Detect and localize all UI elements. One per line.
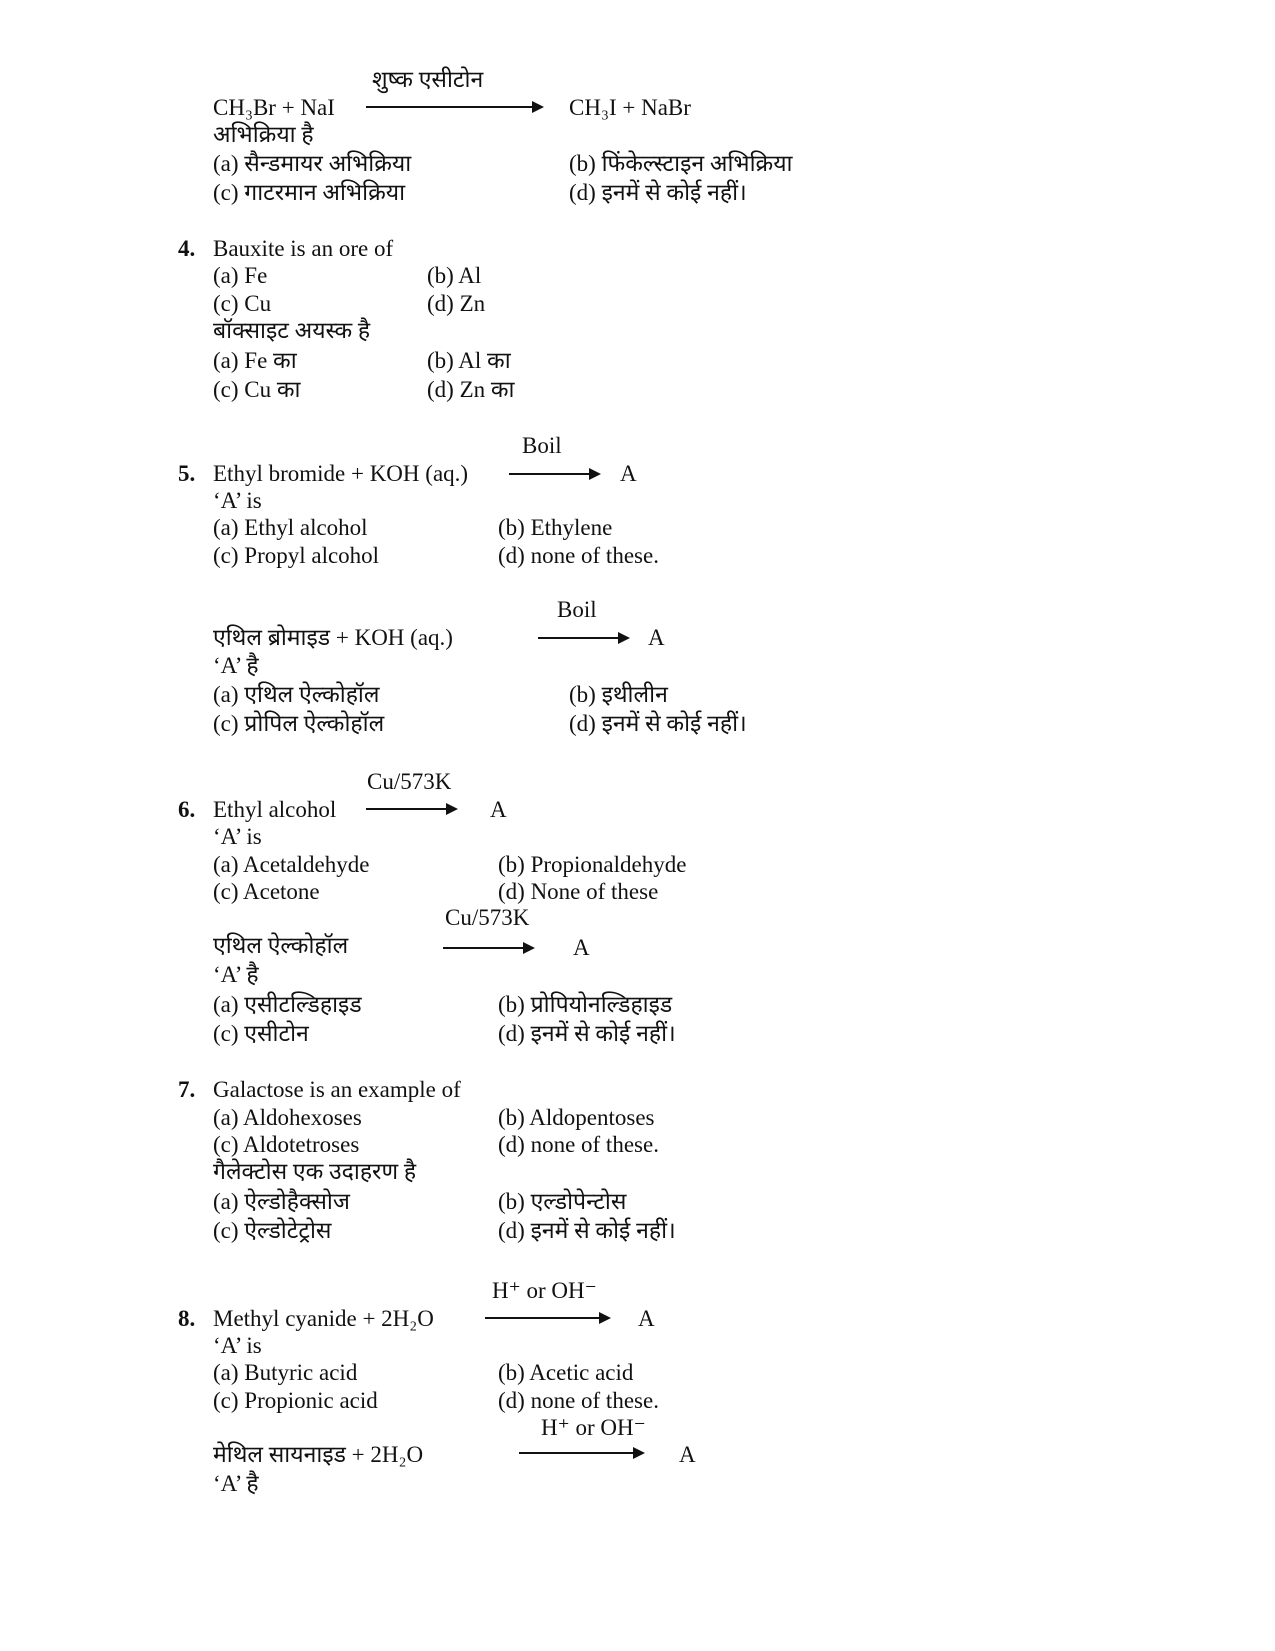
question-stem: Bauxite is an ore of [213, 236, 394, 261]
reaction-condition: शुष्क एसीटोन [372, 67, 484, 92]
option-c-hindi: (c) गाटरमान अभिक्रिया [213, 180, 406, 205]
product-hindi: A [679, 1442, 696, 1467]
question-number: 6. [178, 797, 196, 822]
question-stem-hindi: ‘A’ है [213, 962, 259, 987]
option-c-hindi: (c) एसीटोन [213, 1021, 309, 1046]
question-stem-hindi: ‘A’ है [213, 1471, 259, 1496]
reaction-condition: Boil [522, 433, 562, 458]
option-b: (b) Propionaldehyde [498, 852, 687, 877]
question-stem: ‘A’ is [213, 488, 262, 513]
option-a: (a) Acetaldehyde [213, 852, 370, 877]
option-d: (d) none of these. [498, 1132, 659, 1157]
reaction-arrow [443, 947, 533, 949]
option-d: (d) none of these. [498, 1388, 659, 1413]
option-c-hindi: (c) Cu का [213, 377, 301, 402]
reaction-condition: H⁺ or OH⁻ [492, 1278, 597, 1303]
option-d-hindi: (d) इनमें से कोई नहीं। [569, 180, 747, 205]
reactants-hindi: एथिल ऐल्कोहॉल [213, 933, 349, 958]
question-number: 5. [178, 461, 196, 486]
question-stem: ‘A’ is [213, 824, 262, 849]
reaction-arrow [519, 1452, 643, 1454]
option-b: (b) Aldopentoses [498, 1105, 655, 1130]
reactants-hindi: मेथिल सायनाइड + 2H₂O [213, 1442, 424, 1467]
question-number: 4. [178, 236, 196, 261]
option-b-hindi: (b) Al का [427, 348, 511, 373]
option-d-hindi: (d) इनमें से कोई नहीं। [498, 1218, 676, 1243]
option-c-hindi: (c) ऐल्डोटेट्रोस [213, 1218, 332, 1243]
product-hindi: A [573, 935, 590, 960]
option-a: (a) Butyric acid [213, 1360, 358, 1385]
reaction-condition-hindi: Cu/573K [445, 905, 530, 930]
products: CH₃I + NaBr [569, 95, 691, 120]
question-number: 7. [178, 1077, 196, 1102]
option-c: (c) Propyl alcohol [213, 543, 380, 568]
product-hindi: A [648, 625, 665, 650]
reaction-condition: Cu/573K [367, 769, 452, 794]
option-c: (c) Cu [213, 291, 272, 316]
option-c: (c) Propionic acid [213, 1388, 378, 1413]
option-a-hindi: (a) ऐल्डोहैक्सोज [213, 1189, 350, 1214]
option-a: (a) Fe [213, 263, 268, 288]
option-a: (a) Aldohexoses [213, 1105, 362, 1130]
reaction-arrow [366, 808, 456, 810]
product: A [638, 1306, 655, 1331]
option-c-hindi: (c) प्रोपिल ऐल्कोहॉल [213, 711, 385, 736]
question-stem: Galactose is an example of [213, 1077, 461, 1102]
option-b-hindi: (b) प्रोपियोनल्डिहाइड [498, 992, 673, 1017]
option-b-hindi: (b) एल्डोपेन्टोस [498, 1189, 627, 1214]
product: A [620, 461, 637, 486]
reactants: Methyl cyanide + 2H₂O [213, 1306, 434, 1331]
product: A [490, 797, 507, 822]
option-a-hindi: (a) एथिल ऐल्कोहॉल [213, 682, 380, 707]
option-a-hindi: (a) एसीटल्डिहाइड [213, 992, 362, 1017]
reaction-arrow [366, 106, 542, 108]
question-number: 8. [178, 1306, 196, 1331]
option-a-hindi: (a) सैन्डमायर अभिक्रिया [213, 151, 412, 176]
question-stem: ‘A’ is [213, 1333, 262, 1358]
option-c: (c) Acetone [213, 879, 320, 904]
question-stem-hindi: बॉक्साइट अयस्क है [213, 318, 371, 343]
reaction-arrow [509, 473, 599, 475]
option-b: (b) Ethylene [498, 515, 613, 540]
option-a-hindi: (a) Fe का [213, 348, 297, 373]
option-d: (d) Zn [427, 291, 486, 316]
option-d-hindi: (d) इनमें से कोई नहीं। [498, 1021, 676, 1046]
question-stem-hindi: गैलेक्टोस एक उदाहरण है [213, 1159, 417, 1184]
option-d-hindi: (d) इनमें से कोई नहीं। [569, 711, 747, 736]
reaction-arrow [538, 637, 628, 639]
option-b: (b) Al [427, 263, 482, 288]
reactants: Ethyl bromide + KOH (aq.) [213, 461, 469, 486]
option-d: (d) None of these [498, 879, 659, 904]
reaction-condition-hindi: H⁺ or OH⁻ [541, 1415, 646, 1440]
reactants: Ethyl alcohol [213, 797, 337, 822]
option-d-hindi: (d) Zn का [427, 377, 515, 402]
reaction-condition-hindi: Boil [557, 597, 597, 622]
option-d: (d) none of these. [498, 543, 659, 568]
option-b-hindi: (b) फिंकेल्स्टाइन अभिक्रिया [569, 151, 793, 176]
option-b-hindi: (b) इथीलीन [569, 682, 668, 707]
option-b: (b) Acetic acid [498, 1360, 634, 1385]
reactants: CH₃Br + NaI [213, 95, 335, 120]
question-stem-hindi: अभिक्रिया है [213, 122, 314, 147]
reaction-arrow [485, 1317, 609, 1319]
question-stem-hindi: ‘A’ है [213, 653, 259, 678]
reactants-hindi: एथिल ब्रोमाइड + KOH (aq.) [213, 625, 453, 650]
option-c: (c) Aldotetroses [213, 1132, 360, 1157]
option-a: (a) Ethyl alcohol [213, 515, 368, 540]
